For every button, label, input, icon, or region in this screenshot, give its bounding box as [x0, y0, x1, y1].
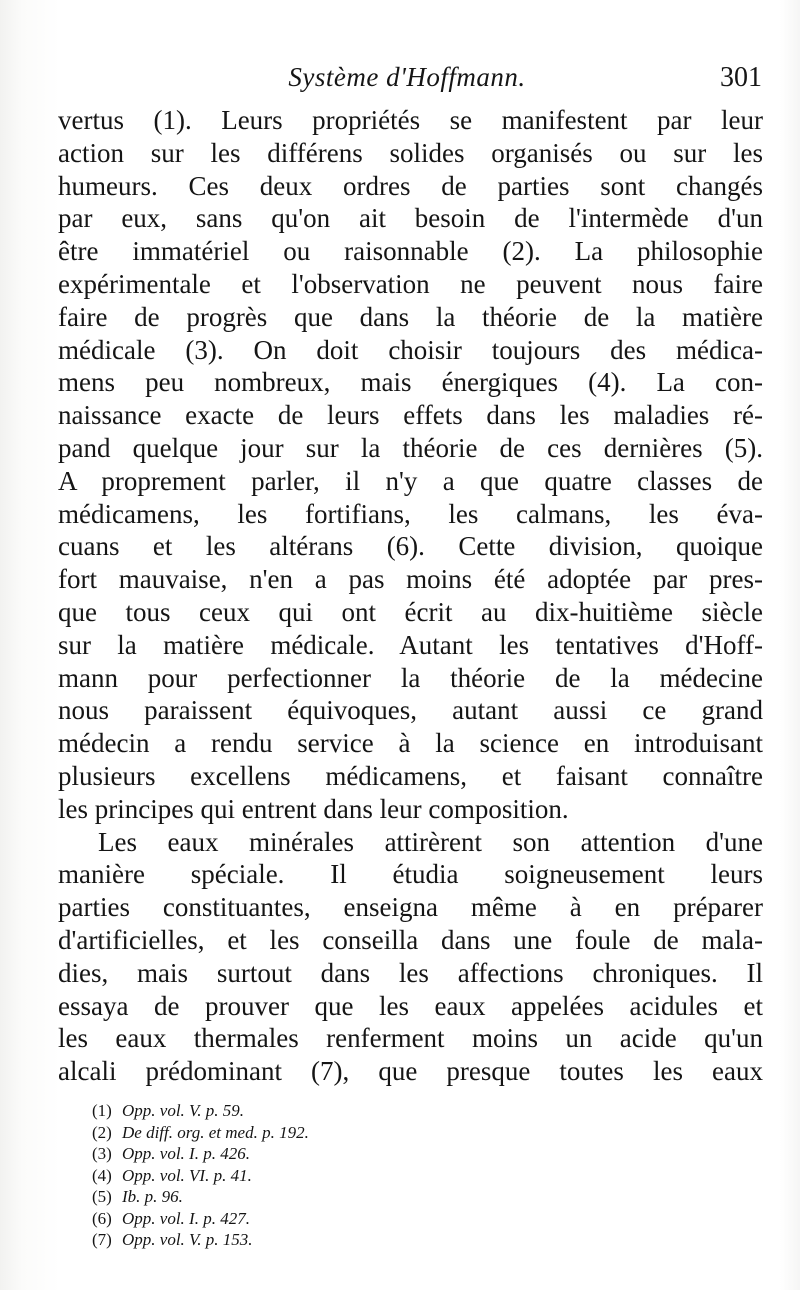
text-line: pand quelque jour sur la théorie de ces dernières (5). — [58, 432, 763, 463]
text-line: manière spéciale. Il étudia soigneusement leurs — [58, 859, 763, 890]
text-line: nous paraissent équivoques, autant aussi ce grand — [58, 695, 763, 726]
footnote-reference: Opp. vol. V. p. 59. — [122, 1101, 244, 1120]
text-line: faire de progrès que dans la théorie de la matière — [58, 301, 763, 332]
page-number: 301 — [720, 62, 762, 93]
footnote — [92, 1186, 512, 1208]
footnote-number: (4) — [92, 1165, 112, 1185]
text-line: cuans et les altérans (6). Cette division, quoique — [58, 531, 763, 562]
text-line: les principes qui entrent dans leur composition. — [58, 793, 569, 824]
footnote — [92, 1100, 512, 1122]
text-line: mann pour perfectionner la théorie de la médecine — [58, 662, 763, 693]
text-line: vertus (1). Leurs propriétés se manifestent par leur — [58, 105, 763, 135]
footnote-number: (2) — [92, 1122, 112, 1142]
body-text — [58, 104, 763, 1088]
footnote — [92, 1143, 512, 1165]
text-line: médicale (3). On doit choisir toujours des médica- — [58, 334, 763, 365]
page-header — [52, 62, 762, 102]
footnote-number: (1) — [92, 1101, 112, 1120]
text-line: par eux, sans qu'on ait besoin de l'intermède d'un — [58, 203, 763, 234]
footnote — [92, 1229, 512, 1251]
text-line: naissance exacte de leurs effets dans les maladies ré- — [58, 400, 763, 431]
footnotes — [92, 1100, 512, 1251]
text-line: alcali prédominant (7), que presque toutes les eaux — [58, 1056, 763, 1087]
running-title: Système d'Hoffmann. — [288, 62, 526, 92]
footnote-number: (7) — [92, 1230, 112, 1249]
footnote-reference: Opp. vol. VI. p. 41. — [122, 1165, 252, 1185]
text-line: action sur les différens solides organisés ou sur les — [58, 137, 763, 168]
footnote-number: (3) — [92, 1144, 112, 1163]
text-line: Les eaux minérales attirèrent son attention d'une — [98, 826, 763, 857]
footnote-number: (6) — [92, 1208, 112, 1228]
footnote-reference: Opp. vol. I. p. 427. — [122, 1208, 250, 1228]
text-line: dies, mais surtout dans les affections chroniques. Il — [58, 957, 763, 988]
footnote-reference: Opp. vol. V. p. 153. — [122, 1230, 253, 1249]
text-line: médicamens, les fortifians, les calmans, les éva- — [58, 498, 763, 529]
text-line: être immatériel ou raisonnable (2). La philosophie — [58, 236, 763, 267]
text-line: médecin a rendu service à la science en introduisant — [58, 728, 763, 759]
text-line: expérimentale et l'observation ne peuvent nous faire — [58, 268, 763, 299]
text-line: fort mauvaise, n'en a pas moins été adoptée par pres- — [58, 564, 763, 595]
text-line: A proprement parler, il n'y a que quatre classes de — [58, 465, 763, 496]
text-line: mens peu nombreux, mais énergiques (4). La con- — [58, 367, 763, 398]
footnote — [92, 1122, 512, 1144]
text-line: humeurs. Ces deux ordres de parties sont changés — [58, 170, 763, 201]
text-line: sur la matière médicale. Autant les tentatives d'Hoff- — [58, 629, 763, 660]
footnote-reference: De diff. org. et med. p. 192. — [122, 1122, 309, 1142]
footnote — [92, 1165, 512, 1187]
text-line: essaya de prouver que les eaux appelées acidules et — [58, 990, 763, 1021]
footnote-reference: Ib. p. 96. — [122, 1187, 183, 1206]
text-line: les eaux thermales renferment moins un acide qu'un — [58, 1023, 763, 1054]
footnote-number: (5) — [92, 1187, 112, 1206]
text-line: d'artificielles, et les conseilla dans une foule de mala- — [58, 924, 763, 955]
footnote-reference: Opp. vol. I. p. 426. — [122, 1144, 250, 1163]
text-line: parties constituantes, enseigna même à en préparer — [58, 892, 763, 923]
footnote — [92, 1208, 512, 1230]
text-line: que tous ceux qui ont écrit au dix-huitième siècle — [58, 596, 763, 627]
text-line: plusieurs excellens médicamens, et faisant connaître — [58, 760, 763, 791]
